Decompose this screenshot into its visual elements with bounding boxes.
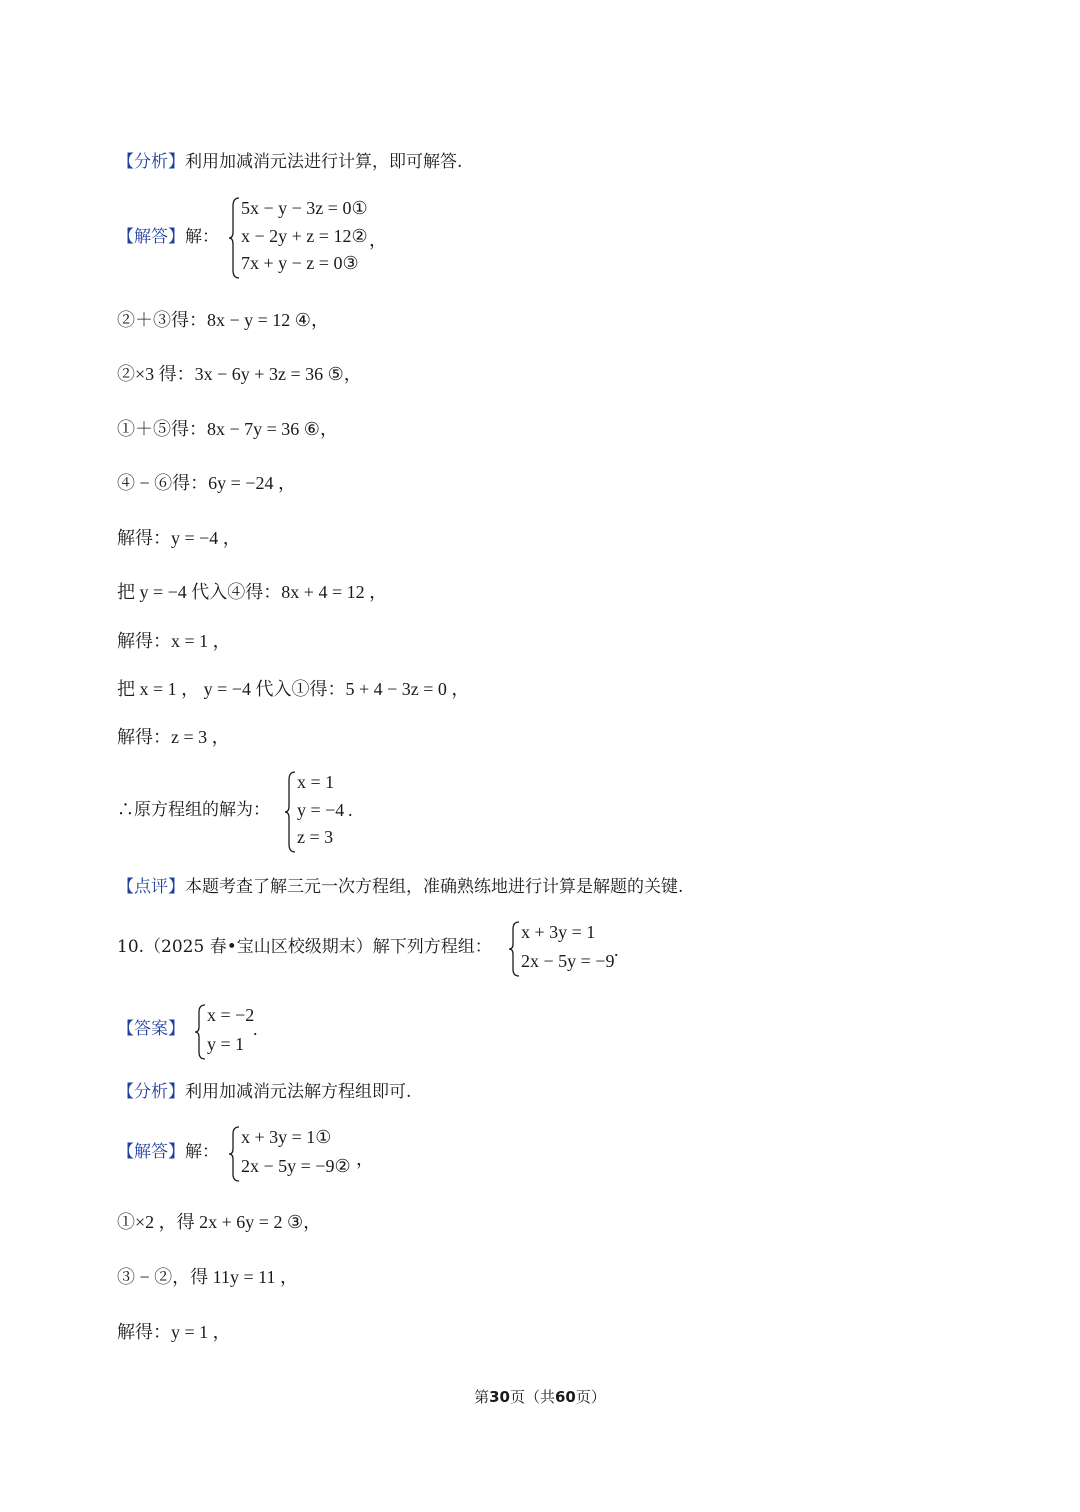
system-row: 5x − y − 3z = 0① [241,198,368,218]
analysis-line-10 [117,1080,411,1104]
step-line: ②＋③得：8x − y = 12 ④， [117,310,329,330]
brace-icon [195,1003,207,1061]
footer-pre: 第 [474,1388,490,1406]
solution-tag: 【解答】 [117,1142,185,1162]
system-row: z = 3 [297,827,334,847]
step-line: ②×3 得：3x − 6y + 3z = 36 ⑤， [117,364,362,384]
system-row: x + 3y = 1 [521,922,596,942]
solution-label-10 [117,1140,219,1164]
system-suffix: . [348,800,353,820]
comment-text: 本题考查了解三元一次方程组，准确熟练地进行计算是解题的关键. [185,877,684,897]
step-line: 把 x = 1 ， y = −4 代入①得：5 + 4 − 3z = 0 ， [117,679,470,699]
system-row: y = 1 [207,1034,245,1054]
solution-tag: 【解答】 [117,227,185,247]
problem-10-system [509,920,639,978]
step-line: 把 y = −4 代入④得：8x + 4 = 12 ， [117,582,388,602]
comment-tag: 【点评】 [117,877,185,897]
analysis-text: 利用加减消元法解方程组即可. [185,1082,412,1102]
system-suffix: . [253,1019,258,1039]
final-system-1 [285,770,375,854]
step-line: 解得：x = 1 ， [117,631,231,651]
analysis-tag: 【分析】 [117,1082,185,1102]
analysis-text: 利用加减消元法进行计算，即可解答. [185,152,463,172]
system-row: 7x + y − z = 0③ [241,253,359,273]
solution-prefix: 解： [185,1142,219,1162]
footer-post: 页） [575,1388,606,1406]
system-row: 2x − 5y = −9 [521,951,615,971]
page-number: 30 [489,1388,510,1406]
equation-system-1 [229,196,389,280]
final-solution-prefix: ∴原方程组的解为： [117,800,270,820]
solution-label-1 [117,225,219,249]
system-suffix: ， [369,230,387,250]
footer-mid: 页（共 [509,1388,555,1406]
system-suffix: . [614,940,619,960]
step-line: ④ − ⑥得：6y = −24 ， [117,473,296,493]
answer-label [117,1017,185,1041]
system-row: y = −4 [297,800,345,820]
brace-icon [229,1125,241,1183]
problem-10-text: 10.（2025 春•宝山区校级期末）解下列方程组： [117,937,492,957]
answer-10-system [195,1003,275,1061]
analysis-line-1 [117,150,462,174]
system-row: 2x − 5y = −9② [241,1156,351,1176]
step-line: 解得：y = 1 ， [117,1322,231,1342]
system-row: x − 2y + z = 12② [241,226,368,246]
page-total: 60 [555,1388,576,1406]
system-row: x = 1 [297,772,335,792]
step-line: ①×2 ，得 2x + 6y = 2 ③， [117,1212,322,1232]
answer-tag: 【答案】 [117,1019,185,1039]
page-footer [0,1386,1080,1407]
step-line: 解得：z = 3 ， [117,727,230,747]
brace-icon [285,770,297,854]
step-line: ①＋⑤得：8x − 7y = 36 ⑥， [117,419,338,439]
brace-icon [229,196,241,280]
step-line: 解得：y = −4 ， [117,528,241,548]
comment-line [117,875,683,899]
solution-10-system [229,1125,379,1183]
system-row: x + 3y = 1① [241,1127,332,1147]
analysis-tag: 【分析】 [117,152,185,172]
step-line: ③ − ②，得 11y = 11 ， [117,1267,298,1287]
brace-icon [509,920,521,978]
system-row: x = −2 [207,1005,255,1025]
system-suffix: ， [356,1149,374,1169]
solution-prefix: 解： [185,227,219,247]
